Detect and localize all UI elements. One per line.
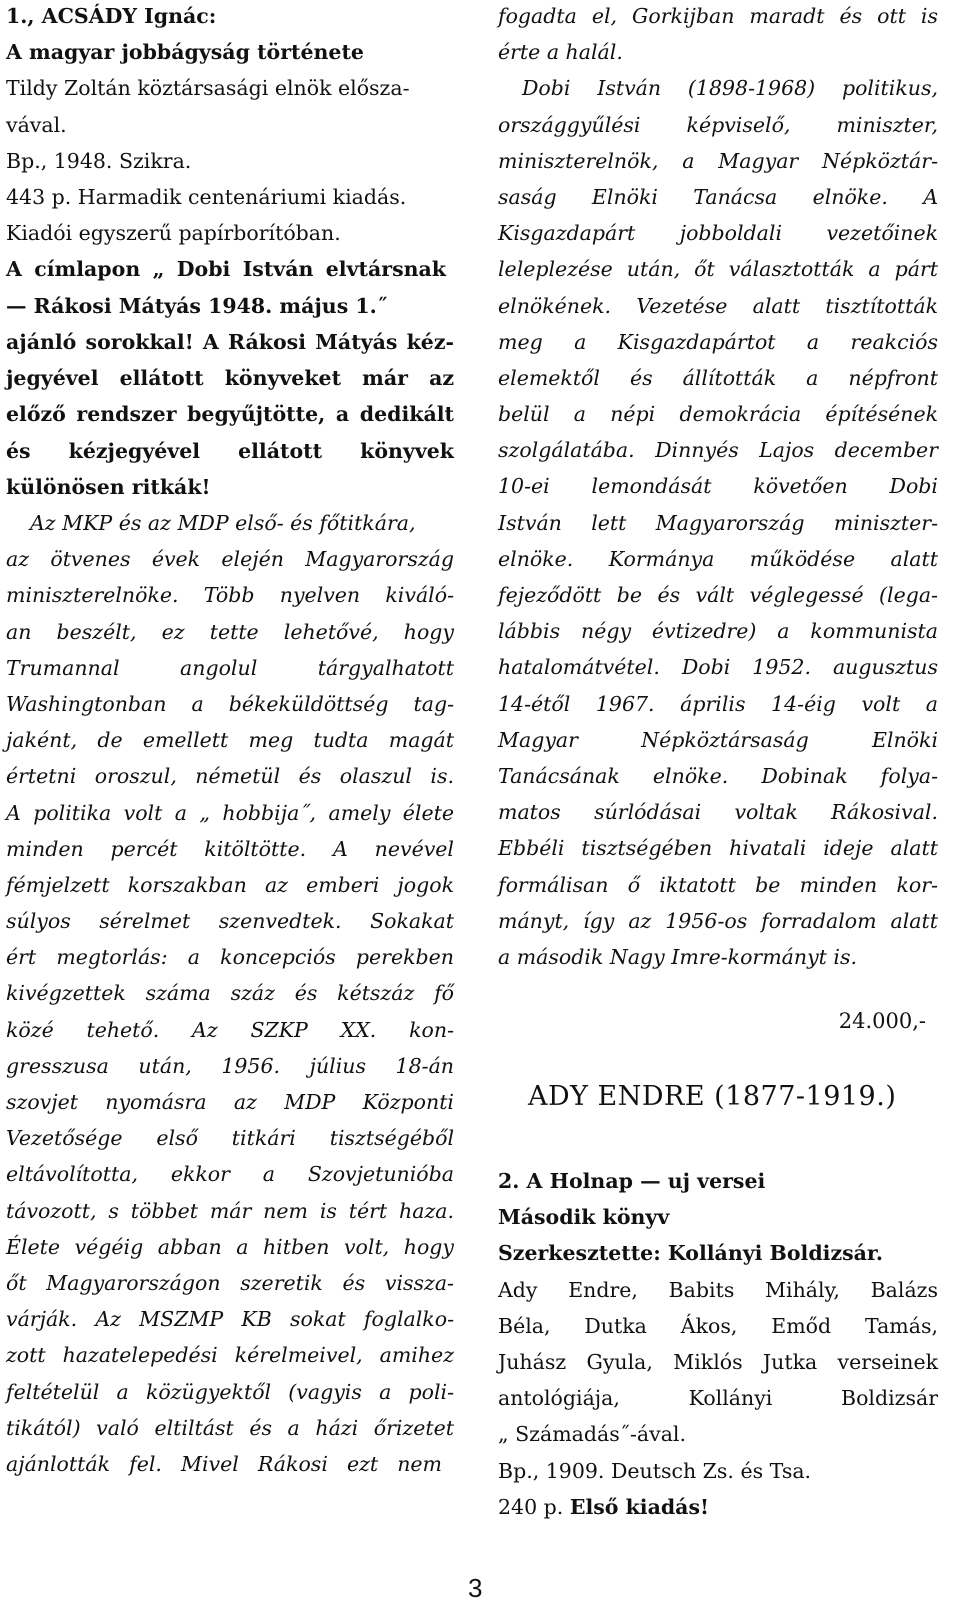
text-line: szolgálatába. Dinnyés Lajos december (498, 438, 938, 463)
text-line: zott hazatelepedési kérelmeivel, amihez (6, 1343, 454, 1368)
text-line: különösen ritkák! (6, 474, 211, 499)
text-line: Kiadói egyszerű papírborítóban. (6, 221, 341, 246)
text-line: antológiája, Kollányi Boldizsár (498, 1386, 938, 1411)
text-line: várják. Az MSZMP KB sokat foglalko- (6, 1307, 454, 1332)
text-line: hatalomátvétel. Dobi 1952. augusztus (498, 655, 938, 680)
price: 24.000,- (838, 1009, 926, 1033)
text-line: leleplezése után, őt választották a párt (498, 257, 938, 282)
text-line: súlyos sérelmet szenvedtek. Sokakat (6, 909, 454, 934)
section-heading: ADY ENDRE (1877-1919.) (528, 1081, 897, 1112)
text-line: Bp., 1909. Deutsch Zs. és Tsa. (498, 1458, 812, 1483)
text-line: ért megtorlás: a koncepciós perekben (6, 945, 454, 970)
text-line: tikától) való eltiltást és a házi őrizetet (6, 1415, 454, 1440)
entry-2-subtitle: Második könyv (498, 1205, 670, 1230)
text-line: — Rákosi Mátyás 1948. május 1.˝ (6, 293, 388, 318)
text-line: fejeződött be és vált véglegessé (lega- (498, 583, 938, 607)
text-line: fogadta el, Gorkijban maradt és ott is (498, 4, 938, 28)
text-line: ajánló sorokkal! A Rákosi Mátyás kéz- (6, 330, 454, 354)
text-line: an beszélt, ez tette lehetővé, hogy (6, 619, 454, 644)
text-line: Juhász Gyula, Miklós Jutka verseinek (498, 1349, 938, 1374)
text-line: Tanácsának elnöke. Dobinak folya- (498, 763, 938, 788)
text-line: jaként, de emellett meg tudta magát (6, 728, 454, 753)
text-line: Béla, Dutka Ákos, Emőd Tamás, (498, 1313, 938, 1338)
text-line: értetni oroszul, németül és olaszul is. (6, 764, 454, 789)
text-line: vával. (6, 112, 67, 137)
text-line: minden percét kitöltötte. A nevével (6, 836, 454, 861)
text-line: matos súrlódásai voltak Rákosival. (498, 800, 938, 825)
text-line: eltávolította, ekkor a Szovjetunióba (6, 1162, 454, 1187)
text-line: miniszterelnöke. Több nyelven kiváló- (6, 583, 454, 608)
entry-2-title: 2. A Holnap — uj versei (498, 1169, 766, 1193)
text-line: István lett Magyarország miniszter- (498, 510, 938, 535)
page-number: 3 (468, 1573, 483, 1603)
entry-2 (498, 1163, 938, 1525)
text-line: és kézjegyével ellátott könyvek (6, 438, 454, 463)
text-line: Tildy Zoltán köztársasági elnök elősza- (6, 76, 410, 101)
text-line: 443 p. Harmadik centenáriumi kiadás. (6, 184, 407, 209)
text-line: Dobi István (1898-1968) politikus, (522, 76, 938, 101)
text-line: mányt, így az 1956-os forradalom alatt (498, 908, 938, 933)
text-line: az ötvenes évek elején Magyarország (6, 547, 454, 572)
text-line: jegyével ellátott könyveket már az (6, 366, 454, 391)
entry-2-editor: Szerkesztette: Kollányi Boldizsár. (498, 1241, 883, 1266)
text-line: 14-étől 1967. április 14-éig volt a (498, 691, 938, 716)
first-edition-note: Első kiadás! (569, 1494, 710, 1519)
entry-1-description-continued (498, 0, 938, 975)
text-line: országgyűlési képviselő, miniszter, (498, 112, 938, 137)
text-line: belül a népi demokrácia építésének (498, 402, 938, 427)
text-line: szovjet nyomásra az MDP Központi (6, 1090, 454, 1114)
text-line: A címlapon „ Dobi István elvtársnak (6, 257, 446, 282)
entry-1-header (6, 0, 458, 324)
text-line: Ady Endre, Babits Mihály, Balázs (498, 1277, 938, 1302)
text-line: A politika volt a „ hobbija˝, amely élete (6, 800, 454, 825)
text-line: közé tehető. Az SZKP XX. kon- (6, 1017, 454, 1042)
text-line: a második Nagy Imre-kormányt is. (498, 944, 858, 969)
text-line: ajánlották fel. Mivel Rákosi ezt nem (6, 1451, 442, 1476)
text-line: Ebbéli tisztségében hivatali ideje alatt (498, 836, 938, 861)
text-line: Élete végéig abban a hitben volt, hogy (6, 1234, 454, 1259)
text-line: feltételül a közügyektől (vagyis a poli- (6, 1379, 454, 1404)
text-line: Bp., 1948. Szikra. (6, 148, 192, 173)
text-line: elnöke. Kormánya működése alatt (498, 546, 938, 571)
entry-2-last-line (498, 1489, 938, 1525)
text-line: Washingtonban a békeküldöttség tag- (6, 691, 454, 716)
text-line: Vezetősége első titkári tisztségéből (6, 1126, 454, 1151)
text-line: előző rendszer begyűjtötte, a dedikált (6, 402, 454, 427)
text-line: érte a halál. (498, 40, 623, 65)
entry-2-pages: 240 p. (498, 1494, 570, 1519)
entry-1-book-title: A magyar jobbágyság története (6, 40, 364, 65)
text-line: távozott, s többet már nem is tért haza. (6, 1198, 454, 1223)
text-line: saság Elnöki Tanácsa elnöke. A (498, 184, 938, 209)
text-line: kivégzettek száma száz és kétszáz fő (6, 981, 454, 1006)
text-line: elemektől és állították a népfront (498, 365, 938, 390)
text-line: 10-ei lemondását követően Dobi (498, 474, 938, 499)
text-line: Magyar Népköztársaság Elnöki (498, 727, 938, 752)
text-line: Trumannal angolul tárgyalhatott (6, 655, 454, 680)
entry-1-title: 1., ACSÁDY Ignác: (6, 4, 217, 28)
text-line: Kisgazdapárt jobboldali vezetőinek (498, 221, 938, 246)
text-line: lábbis négy évtizedre) a kommunista (498, 619, 938, 644)
text-line: elnökének. Vezetése alatt tisztították (498, 293, 938, 318)
text-line: Az MKP és az MDP első- és főtitkára, (30, 511, 416, 535)
text-line: miniszterelnök, a Magyar Népköztár- (498, 148, 938, 173)
text-line: gresszusa után, 1956. július 18-án (6, 1053, 454, 1078)
text-line: fémjelzett korszakban az emberi jogok (6, 872, 454, 897)
entry-1-bold-note (6, 324, 454, 505)
text-line: őt Magyarországon szeretik és vissza- (6, 1270, 454, 1295)
entry-1-description (6, 505, 454, 1482)
text-line: „ Számadás˝-ával. (498, 1422, 687, 1447)
text-line: meg a Kisgazdapártot a reakciós (498, 329, 938, 354)
text-line: formálisan ő iktatott be minden kor- (498, 872, 938, 897)
